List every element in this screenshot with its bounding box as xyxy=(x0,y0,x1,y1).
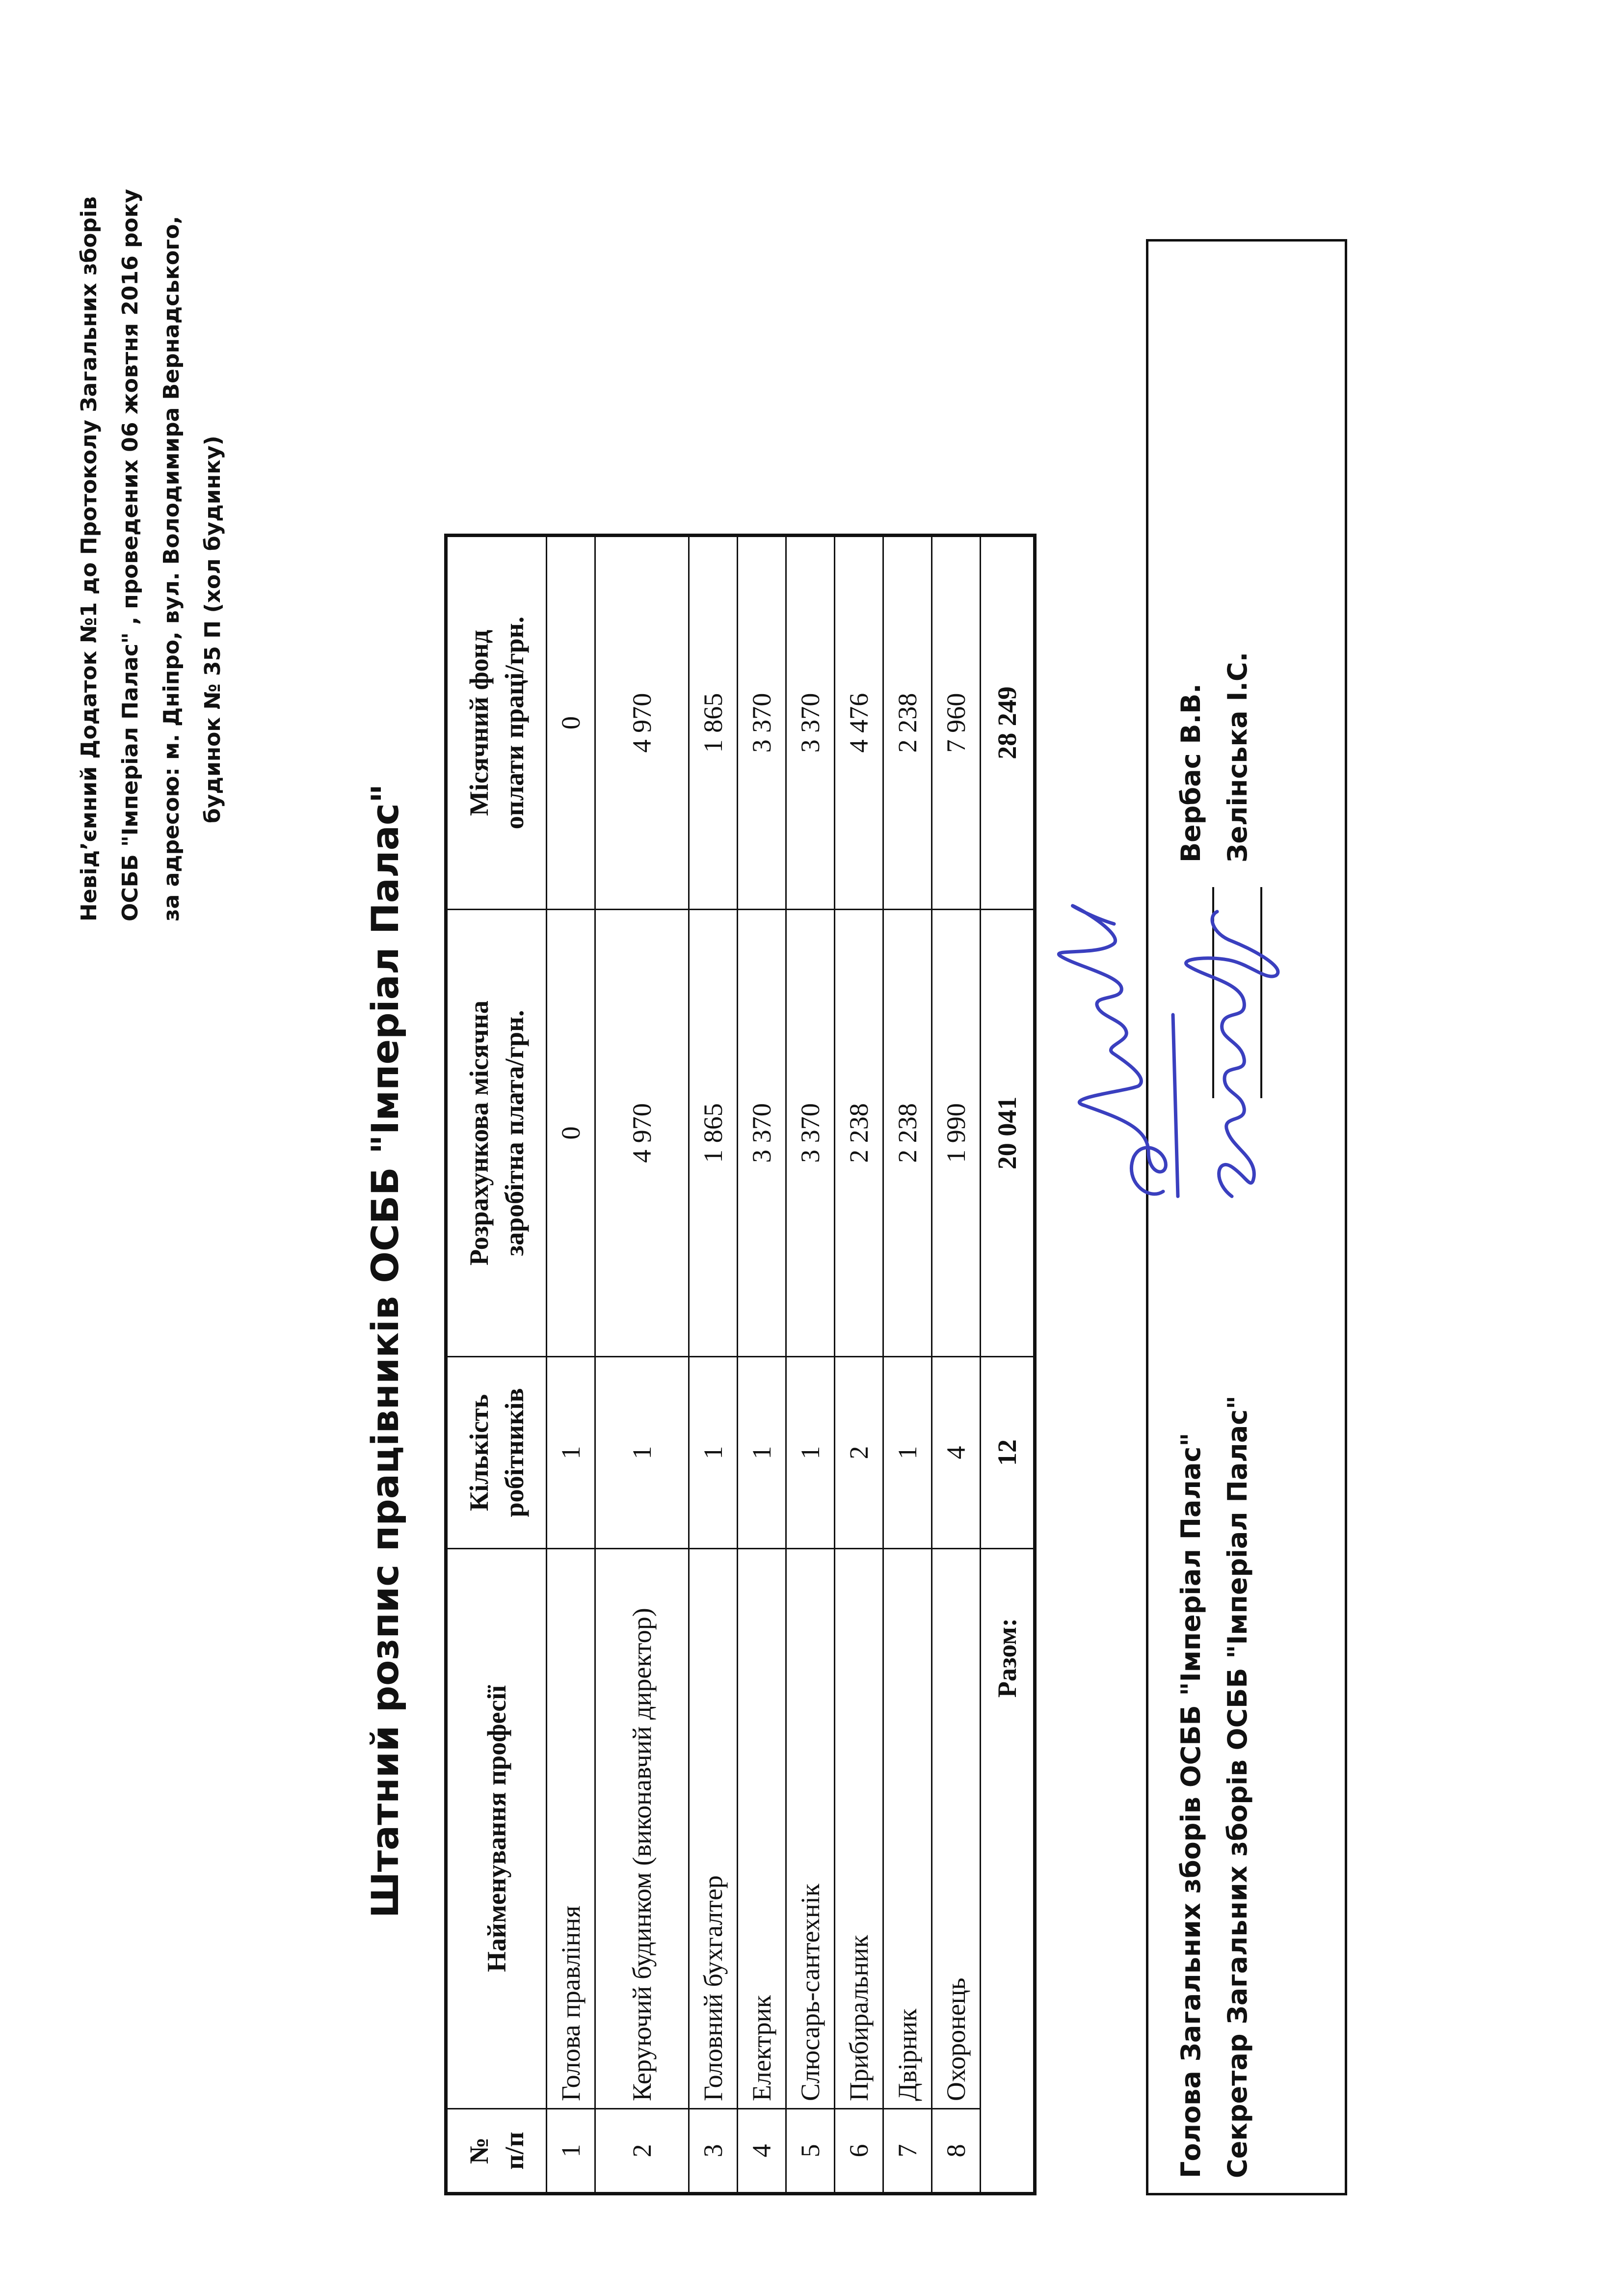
row-fund: 7 960 xyxy=(932,536,981,910)
chair-signature xyxy=(1059,906,1178,1196)
header-num-line: № xyxy=(464,2137,494,2164)
table-row xyxy=(883,536,932,2194)
annex-line: за адресою: м. Дніпро, вул. Володимира Вернадського, xyxy=(159,216,184,921)
table-row xyxy=(786,536,835,2194)
row-profession: Слюсарь-сантехнік xyxy=(786,1549,835,2109)
row-num: 6 xyxy=(835,2109,883,2194)
header-count-line: робітників xyxy=(500,1388,529,1517)
row-fund: 3 370 xyxy=(738,536,786,910)
row-salary: 2 238 xyxy=(883,910,932,1357)
secretary-title: Секретар Загальних зборів ОСББ "Імперіал Палас" xyxy=(1222,1395,1253,2178)
row-salary: 2 238 xyxy=(835,910,883,1357)
header-profession: Найменування професії xyxy=(446,1549,547,2109)
row-profession: Керуючий будинком (виконавчий директор) xyxy=(595,1549,689,2109)
row-num: 2 xyxy=(595,2109,689,2194)
secretary-name: Зелінська І.С. xyxy=(1222,651,1253,863)
total-count: 12 xyxy=(981,1357,1035,1549)
total-salary: 20 041 xyxy=(981,910,1035,1357)
row-fund: 1 865 xyxy=(689,536,738,910)
header-num-line: п/п xyxy=(500,2132,529,2170)
total-label: Разом: xyxy=(981,1549,1035,2194)
table-total-row xyxy=(981,536,1035,2194)
staff-table xyxy=(444,534,1037,2195)
row-count: 1 xyxy=(883,1357,932,1549)
row-num: 8 xyxy=(932,2109,981,2194)
header-fund-line: оплати праці/грн. xyxy=(500,616,529,830)
table-row xyxy=(595,536,689,2194)
table-row xyxy=(835,536,883,2194)
header-salary xyxy=(446,910,547,1357)
row-profession: Електрик xyxy=(738,1549,786,2109)
row-num: 5 xyxy=(786,2109,835,2194)
row-salary: 0 xyxy=(547,910,595,1357)
row-num: 4 xyxy=(738,2109,786,2194)
header-count-line: Кількість xyxy=(464,1394,494,1512)
annex-line: будинок № 35 П (хол будинку) xyxy=(200,435,225,823)
row-num: 1 xyxy=(547,2109,595,2194)
signature-block xyxy=(1146,239,1347,2195)
row-salary: 1 990 xyxy=(932,910,981,1357)
row-count: 1 xyxy=(738,1357,786,1549)
row-salary: 4 970 xyxy=(595,910,689,1357)
header-salary-line: Розрахункова місячна xyxy=(464,1000,494,1266)
row-profession: Головний бухгалтер xyxy=(689,1549,738,2109)
row-count: 1 xyxy=(689,1357,738,1549)
annex-line: Невід’ємний Додаток №1 до Протоколу Загальних зборів xyxy=(77,196,102,921)
total-fund: 28 249 xyxy=(981,536,1035,910)
table-header-row xyxy=(446,536,547,2194)
row-profession: Охоронець xyxy=(932,1549,981,2109)
chair-name: Вербас В.В. xyxy=(1175,683,1206,863)
table-row xyxy=(547,536,595,2194)
row-profession: Двірник xyxy=(883,1549,932,2109)
row-profession: Прибиральник xyxy=(835,1549,883,2109)
row-count: 1 xyxy=(786,1357,835,1549)
chair-title: Голова Загальних зборів ОСББ "Імперіал Палас" xyxy=(1175,1432,1206,2178)
annex-note xyxy=(69,87,234,921)
row-fund: 4 970 xyxy=(595,536,689,910)
row-salary: 3 370 xyxy=(786,910,835,1357)
row-num: 7 xyxy=(883,2109,932,2194)
header-num xyxy=(446,2109,547,2194)
handwritten-signatures xyxy=(1001,892,1296,1211)
row-count: 1 xyxy=(595,1357,689,1549)
table-row xyxy=(689,536,738,2194)
header-fund-line: Місячний фонд xyxy=(464,629,494,816)
row-profession: Голова правління xyxy=(547,1549,595,2109)
row-fund: 2 238 xyxy=(883,536,932,910)
row-count: 1 xyxy=(547,1357,595,1549)
row-count: 2 xyxy=(835,1357,883,1549)
row-fund: 3 370 xyxy=(786,536,835,910)
table-row xyxy=(738,536,786,2194)
header-salary-line: заробітна плата/грн. xyxy=(500,1010,529,1256)
row-num: 3 xyxy=(689,2109,738,2194)
row-count: 4 xyxy=(932,1357,981,1549)
header-fund xyxy=(446,536,547,910)
row-salary: 3 370 xyxy=(738,910,786,1357)
row-fund: 4 476 xyxy=(835,536,883,910)
annex-line: ОСББ "Імперіал Палас" , проведених 06 жовтня 2016 року xyxy=(118,189,143,921)
row-salary: 1 865 xyxy=(689,910,738,1357)
row-fund: 0 xyxy=(547,536,595,910)
document-title: Штатний розпис працівників ОСББ "Імперіал Палас" xyxy=(363,783,407,1918)
table-row xyxy=(932,536,981,2194)
header-count xyxy=(446,1357,547,1549)
secretary-signature xyxy=(1186,912,1277,1196)
